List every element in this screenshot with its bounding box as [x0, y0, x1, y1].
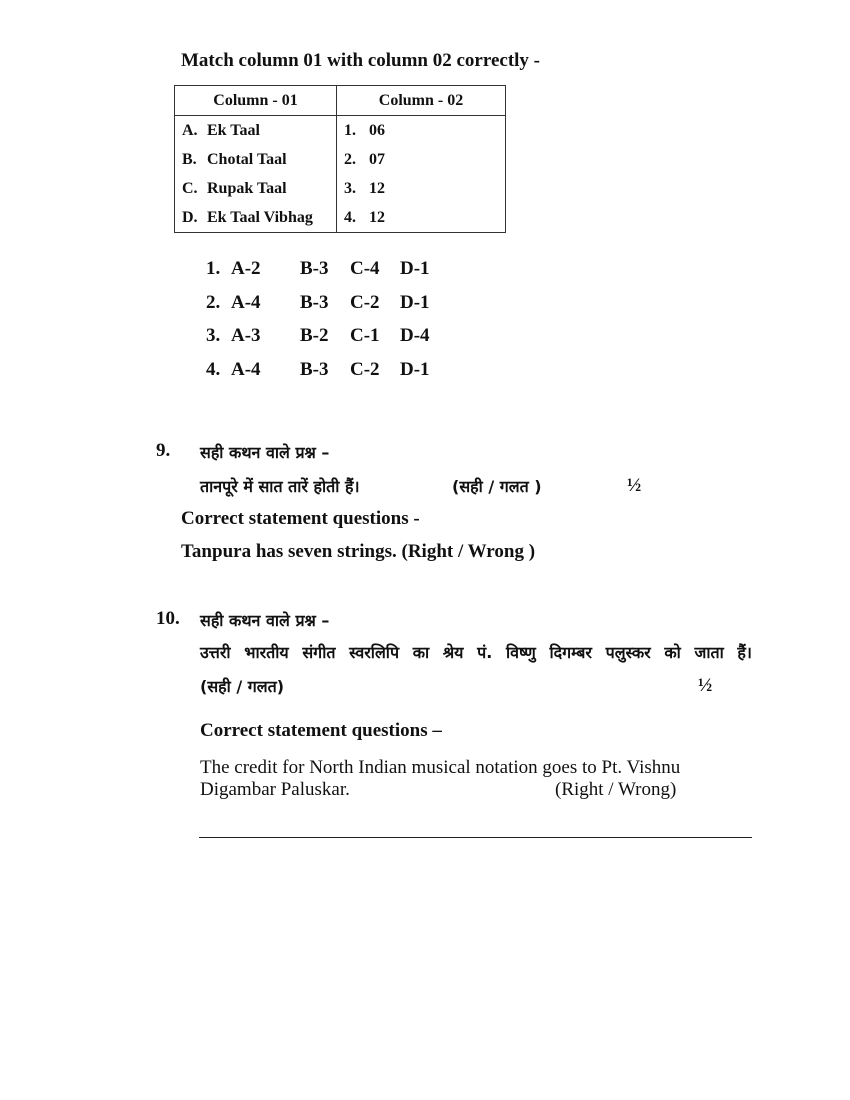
question-9-hindi-choice: (सही / गलत ): [452, 477, 542, 496]
option-d: D-1: [400, 258, 430, 279]
row-label: D.: [182, 208, 198, 226]
column-02-header: Column - 02: [337, 86, 506, 116]
question-9-english-heading: Correct statement questions -: [181, 508, 420, 529]
row-label: 3.: [344, 179, 356, 197]
match-question-title: Match column 01 with column 02 correctly -: [181, 50, 541, 71]
question-10-english-line-2: Digambar Paluskar.: [200, 779, 350, 800]
row-label: C.: [182, 179, 198, 197]
table-header-row: [175, 86, 506, 116]
row-text: 12: [369, 208, 385, 226]
row-text: Ek Taal Vibhag: [207, 208, 313, 226]
table-row: [175, 145, 506, 174]
question-10-hindi-statement: उत्तरी भारतीय संगीत स्वरलिपि का श्रेय पं. विष्णु दिगम्बर पलुस्कर को जाता हैं।: [200, 643, 752, 662]
option-a: A-4: [231, 292, 261, 313]
column-01-header: Column - 01: [175, 86, 337, 116]
question-10-hindi-choice: (सही / गलत): [200, 677, 285, 696]
question-9-hindi-heading: सही कथन वाले प्रश्न –: [200, 443, 330, 462]
row-text: Chotal Taal: [207, 150, 287, 168]
option-number: 3.: [206, 325, 221, 346]
column-01-cell: [175, 145, 337, 174]
option-number: 2.: [206, 292, 221, 313]
table-row: [175, 203, 506, 233]
option-a: A-4: [231, 359, 261, 380]
option-d: D-1: [400, 292, 430, 313]
column-01-cell: [175, 174, 337, 203]
question-10-english-heading: Correct statement questions –: [200, 720, 442, 741]
row-text: Rupak Taal: [207, 179, 287, 197]
section-divider: [199, 837, 752, 838]
column-01-cell: [175, 116, 337, 146]
row-label: A.: [182, 121, 198, 139]
row-label: 1.: [344, 121, 356, 139]
row-text: Ek Taal: [207, 121, 260, 139]
option-number: 1.: [206, 258, 221, 279]
option-c: C-1: [350, 325, 380, 346]
row-text: 12: [369, 179, 385, 197]
option-b: B-3: [300, 359, 329, 380]
question-9-hindi-statement: तानपूरे में सात तारें होती हैं।: [200, 477, 360, 496]
question-10-english-choice: (Right / Wrong): [555, 779, 677, 800]
table-row: [175, 174, 506, 203]
question-10-number: 10.: [156, 608, 180, 629]
column-02-cell: [337, 203, 506, 233]
option-c: C-2: [350, 359, 380, 380]
column-02-cell: [337, 116, 506, 146]
question-10-english-line-1: The credit for North Indian musical notation goes to Pt. Vishnu: [200, 757, 681, 778]
question-9-marks: ½: [627, 475, 642, 496]
option-a: A-2: [231, 258, 261, 279]
column-02-cell: [337, 174, 506, 203]
option-d: D-4: [400, 325, 430, 346]
question-9-number: 9.: [156, 440, 171, 461]
option-c: C-4: [350, 258, 380, 279]
match-table: [174, 85, 506, 233]
row-text: 07: [369, 150, 385, 168]
row-label: 2.: [344, 150, 356, 168]
question-9-english-statement: Tanpura has seven strings. (Right / Wrong ): [181, 541, 536, 562]
option-c: C-2: [350, 292, 380, 313]
option-a: A-3: [231, 325, 261, 346]
row-label: B.: [182, 150, 197, 168]
option-b: B-3: [300, 292, 329, 313]
row-text: 06: [369, 121, 385, 139]
column-01-cell: [175, 203, 337, 233]
row-label: 4.: [344, 208, 356, 226]
question-10-marks: ½: [698, 675, 713, 696]
column-02-cell: [337, 145, 506, 174]
option-d: D-1: [400, 359, 430, 380]
question-10-hindi-heading: सही कथन वाले प्रश्न –: [200, 611, 330, 630]
option-b: B-3: [300, 258, 329, 279]
table-row: [175, 116, 506, 146]
option-b: B-2: [300, 325, 329, 346]
option-number: 4.: [206, 359, 221, 380]
